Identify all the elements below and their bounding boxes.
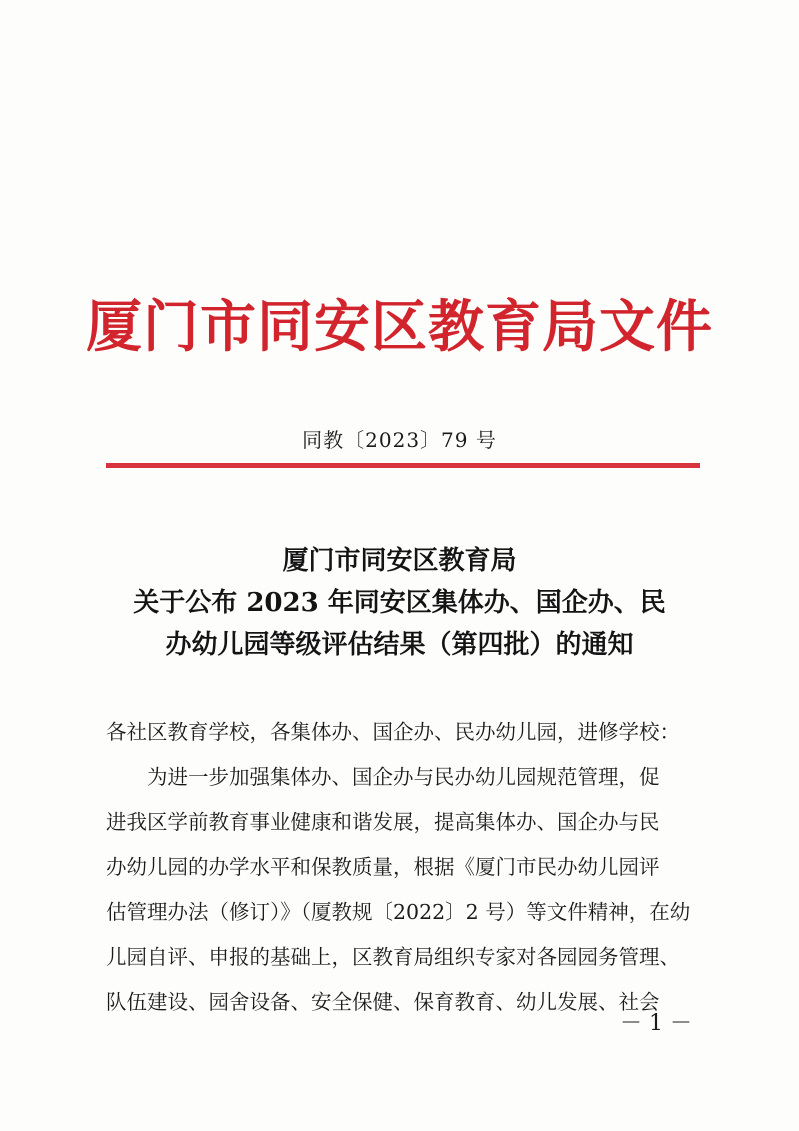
document-number: 同教〔2023〕79 号 (302, 428, 497, 452)
notice-title-line: 厦门市同安区教育局 (282, 546, 517, 576)
page-number: － 1 － (620, 1011, 692, 1036)
paragraph-line: 进我区学前教育事业健康和谐发展，提高集体办、国企办与民 (106, 810, 660, 834)
notice-body (106, 710, 706, 1025)
notice-title-line: 办幼儿园等级评估结果（第四批）的通知 (165, 630, 634, 660)
paragraph-line: 队伍建设、园舍设备、安全保健、保育教育、幼儿发展、社会 (106, 990, 660, 1014)
header-divider (106, 463, 700, 468)
paragraph-line: 估管理办法（修订）》（厦教规〔2022〕2 号）等文件精神，在幼 (106, 900, 691, 924)
notice-title (0, 540, 799, 666)
paragraph-line: 儿园自评、申报的基础上，区教育局组织专家对各园园务管理、 (106, 945, 680, 969)
paragraph-line: 为进一步加强集体办、国企办与民办幼儿园规范管理，促 (147, 765, 660, 789)
document-header-title: 厦门市同安区教育局文件 (86, 294, 713, 360)
salutation: 各社区教育学校，各集体办、国企办、民办幼儿园，进修学校： (106, 720, 680, 744)
notice-title-line: 关于公布 2023 年同安区集体办、国企办、民 (133, 588, 666, 618)
paragraph-line: 办幼儿园的办学水平和保教质量，根据《厦门市民办幼儿园评 (106, 855, 660, 879)
